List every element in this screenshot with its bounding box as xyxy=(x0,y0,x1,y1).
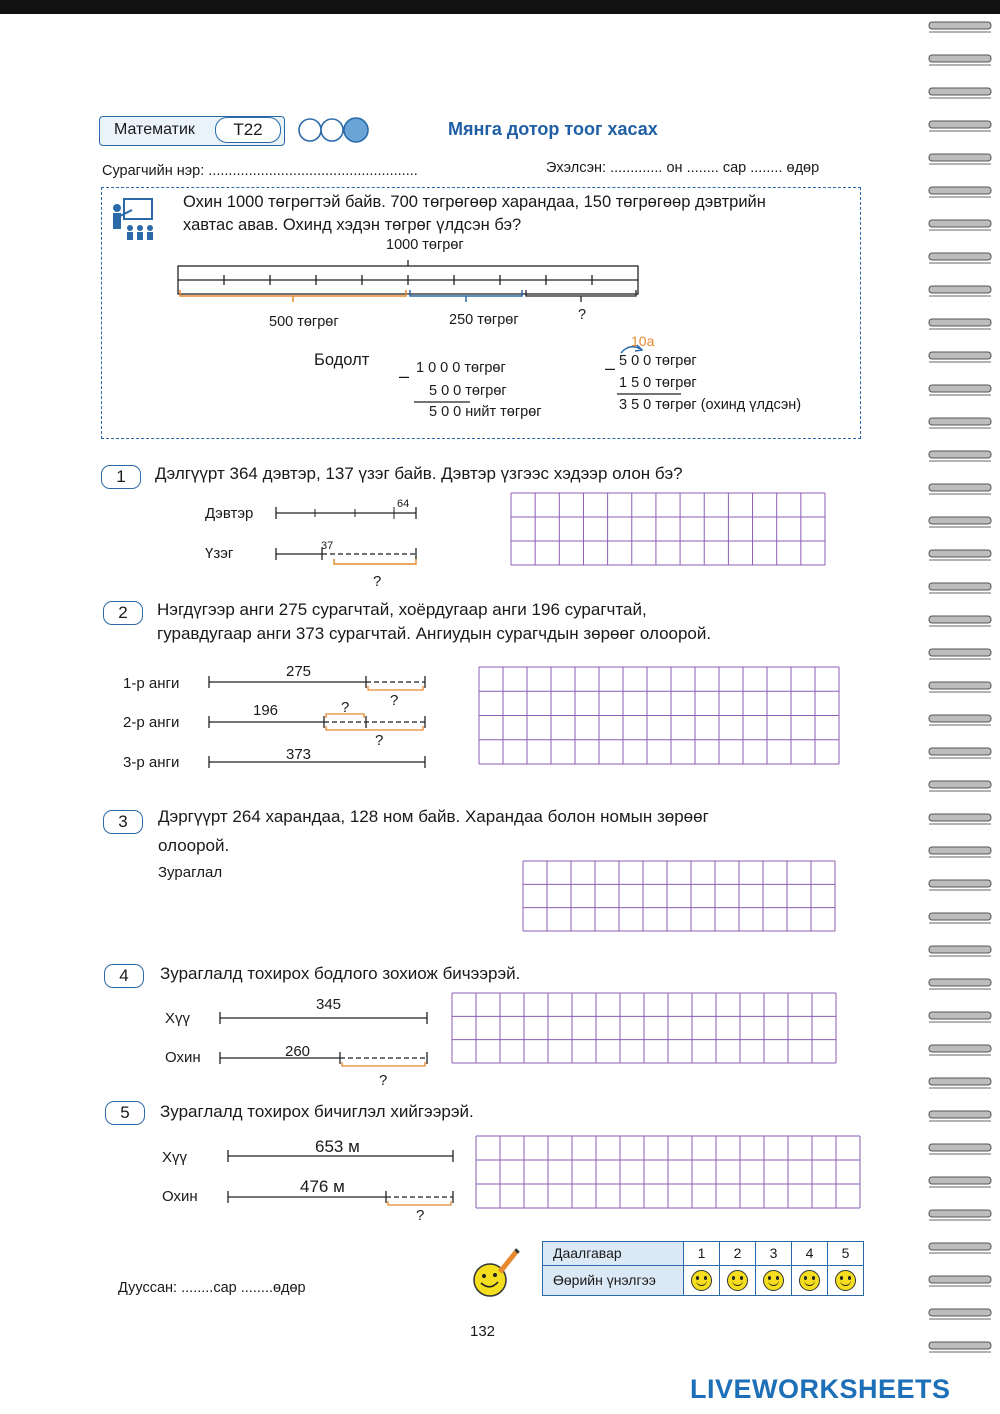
task-1-question: ? xyxy=(373,573,382,590)
task-4-row1-label: Хүү xyxy=(165,1010,191,1027)
task-4-number: 4 xyxy=(104,964,144,988)
task-5-number: 5 xyxy=(105,1101,145,1125)
lesson-code: T22 xyxy=(215,117,281,143)
right-minus-sign: – xyxy=(605,358,616,378)
task-number-3: 3 xyxy=(756,1242,792,1266)
smiley-pencil-icon xyxy=(470,1248,524,1300)
borrow-note: 10а xyxy=(631,333,655,349)
task-number-2: 2 xyxy=(720,1242,756,1266)
example-top-label: 1000 төгрөг xyxy=(386,237,464,253)
example-seg3-label: ? xyxy=(578,307,587,323)
rating-cell-4[interactable] xyxy=(792,1265,828,1295)
tasks-label: Даалгавар xyxy=(543,1242,684,1266)
task-5-question: ? xyxy=(416,1207,425,1224)
example-text-line1: Охин 1000 төгрөгтэй байв. 700 төгрөгөөр харандаа, 150 төгрөгөөр дэвтрийн xyxy=(183,193,766,211)
task-2-row3-value: 373 xyxy=(286,746,312,763)
left-calc-line1: 1 0 0 0 төгрөг xyxy=(416,360,506,376)
task-5-answer-grid[interactable] xyxy=(475,1135,861,1209)
task-4-text: Зураглалд тохирох бодлого зохиож бичээрэй. xyxy=(160,964,521,983)
task-2-row2-value: 196 xyxy=(253,702,279,719)
task-1-row2-value: 37 xyxy=(321,540,334,552)
task-4-question: ? xyxy=(379,1072,388,1089)
task-2-row1-value: 275 xyxy=(286,663,312,680)
scan-top-edge xyxy=(0,0,1000,14)
task-3-drawing-label: Зураглал xyxy=(158,864,223,881)
task-3-number: 3 xyxy=(103,810,143,834)
task-2-question-2: ? xyxy=(341,699,350,716)
right-calc-line1: 5 0 0 төгрөг xyxy=(619,353,697,369)
solution-label: Бодолт xyxy=(314,351,370,369)
task-2-number: 2 xyxy=(103,601,143,625)
task-2-bar-model xyxy=(200,670,440,770)
right-calc-rule xyxy=(617,392,687,396)
left-calc-line2: 5 0 0 төгрөг xyxy=(429,383,507,399)
task-3-text-line2: олоорой. xyxy=(158,836,230,855)
level-circles-icon xyxy=(296,116,376,146)
task-4-row2-label: Охин xyxy=(165,1049,201,1066)
task-5-row1-value: 653 м xyxy=(315,1137,360,1156)
task-1-row2-label: Үзэг xyxy=(205,545,234,562)
task-2-answer-grid[interactable] xyxy=(478,666,840,765)
task-2-text-line1: Нэгдүгээр анги 275 сурагчтай, хоёрдугаар анги 196 сурагчтай, xyxy=(157,600,647,619)
task-5-row2-label: Охин xyxy=(162,1188,198,1205)
start-date-field[interactable]: Эхэлсэн: ............. он ........ сар ........ өдөр xyxy=(546,160,820,176)
spiral-binding xyxy=(925,0,1000,1380)
task-5-text: Зураглалд тохирох бичиглэл хийгээрэй. xyxy=(160,1102,474,1121)
right-calc-result: 3 5 0 төгрөг (охинд үлдсэн) xyxy=(619,397,802,413)
task-2-row2-label: 2-р анги xyxy=(123,714,180,731)
page-title: Мянга дотор тоог хасах xyxy=(448,119,658,139)
task-number-4: 4 xyxy=(792,1242,828,1266)
example-seg1-label: 500 төгрөг xyxy=(269,314,339,330)
task-4-row1-value: 345 xyxy=(316,996,342,1013)
smiley-icon[interactable] xyxy=(763,1270,784,1291)
rating-cell-2[interactable] xyxy=(720,1265,756,1295)
task-4-row2-value: 260 xyxy=(285,1043,311,1060)
task-1-answer-grid[interactable] xyxy=(510,492,826,566)
watermark-logo: LIVEWORKSHEETS xyxy=(690,1374,951,1404)
task-5-row1-label: Хүү xyxy=(162,1149,188,1166)
smiley-icon[interactable] xyxy=(799,1270,820,1291)
task-2-row3-label: 3-р анги xyxy=(123,754,180,771)
task-3-answer-grid[interactable] xyxy=(522,860,836,932)
example-seg2-label: 250 төгрөг xyxy=(449,312,519,328)
task-1-row1-label: Дэвтэр xyxy=(205,505,254,522)
self-assessment-table xyxy=(542,1241,864,1296)
task-1-text: Дэлгүүрт 364 дэвтэр, 137 үзэг байв. Дэвтэр үзгээс хэдээр олон бэ? xyxy=(155,464,683,483)
task-1-number: 1 xyxy=(101,465,141,489)
smiley-icon[interactable] xyxy=(691,1270,712,1291)
right-calc-line2: 1 5 0 төгрөг xyxy=(619,375,697,391)
rating-cell-5[interactable] xyxy=(828,1265,864,1295)
task-number-5: 5 xyxy=(828,1242,864,1266)
smiley-icon[interactable] xyxy=(727,1270,748,1291)
teacher-icon xyxy=(108,196,158,244)
task-3-text-line1: Дэргүүрт 264 харандаа, 128 ном байв. Харандаа болон номын зөрөөг xyxy=(158,807,709,826)
task-2-question-3: ? xyxy=(375,732,384,749)
rating-cell-1[interactable] xyxy=(684,1265,720,1295)
left-calc-result: 5 0 0 нийт төгрөг xyxy=(429,404,542,420)
example-text-line2: хавтас авав. Охинд хэдэн төгрөг үлдсэн бэ? xyxy=(183,216,522,234)
task-4-answer-grid[interactable] xyxy=(451,992,837,1064)
smiley-icon[interactable] xyxy=(835,1270,856,1291)
rating-cell-3[interactable] xyxy=(756,1265,792,1295)
subject-name: Математик xyxy=(114,121,195,138)
task-2-row1-label: 1-р анги xyxy=(123,675,180,692)
task-2-text-line2: гуравдугаар анги 373 сурагчтай. Ангиудын сурагчдын зөрөөг олоорой. xyxy=(157,624,712,643)
student-name-field[interactable]: Сурагчийн нэр: .................................................... xyxy=(102,163,418,179)
page-number: 132 xyxy=(470,1323,496,1340)
task-5-row2-value: 476 м xyxy=(300,1177,345,1196)
left-minus-sign: – xyxy=(399,366,410,386)
self-assessment-label: Өөрийн үнэлгээ xyxy=(543,1265,684,1295)
task-2-question-1: ? xyxy=(390,692,399,709)
task-1-row1-value: 64 xyxy=(397,498,410,510)
example-bar-model xyxy=(170,252,650,312)
task-4-bar-model xyxy=(212,1008,437,1076)
task-number-1: 1 xyxy=(684,1242,720,1266)
finished-date-field[interactable]: Дууссан: ........сар ........өдөр xyxy=(118,1280,306,1296)
